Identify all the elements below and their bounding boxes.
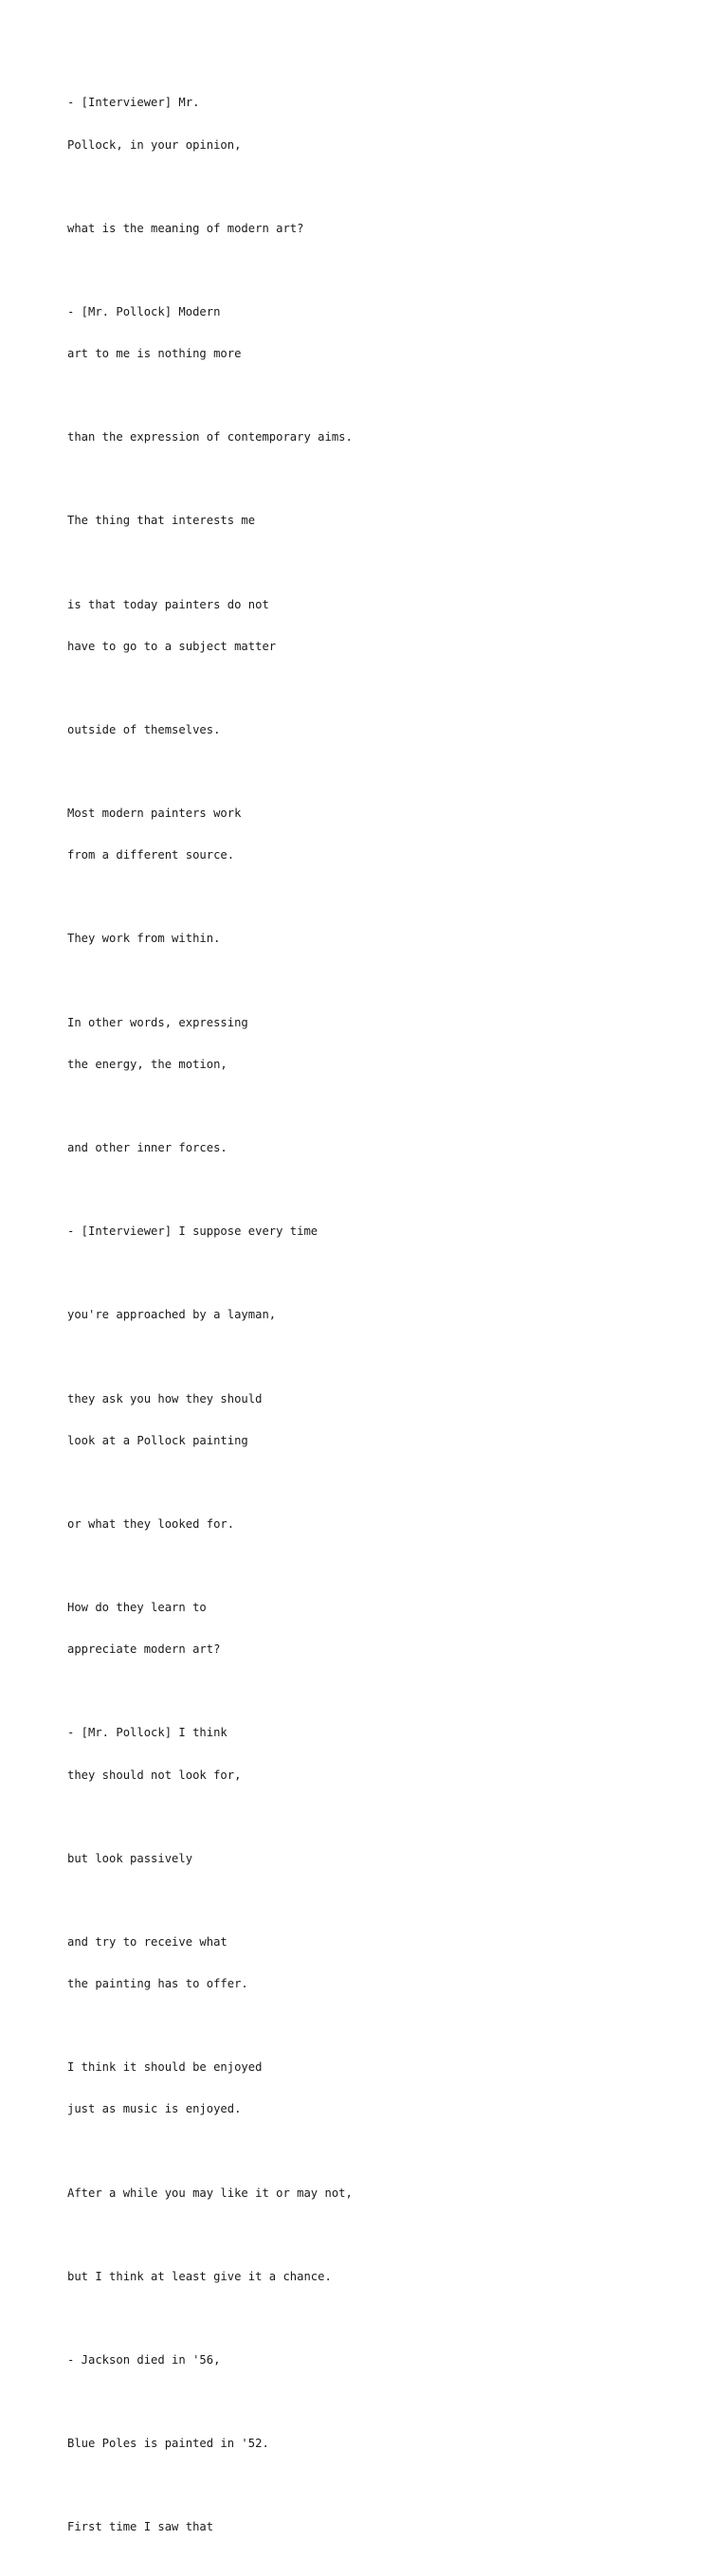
text-line: Blue Poles is painted in '52.: [67, 2437, 269, 2451]
paragraph: [67, 1908, 693, 2020]
paragraph: [67, 1197, 693, 1267]
paragraph: [67, 68, 693, 180]
paragraph: [67, 1698, 693, 1810]
text-line: - [Mr. Pollock] Modern: [67, 304, 221, 318]
paragraph: [67, 2241, 693, 2312]
text-line: Pollock, in your opinion,: [67, 137, 242, 152]
text-line: you're approached by a layman,: [67, 1308, 277, 1322]
text-line: Most modern painters work: [67, 807, 242, 821]
text-line: they ask you how they should: [67, 1391, 263, 1406]
text-line: the energy, the motion,: [67, 1057, 228, 1071]
paragraph: [67, 2158, 693, 2228]
paragraph: [67, 1280, 693, 1351]
text-line: - [Interviewer] I suppose every time: [67, 1225, 318, 1239]
text-line: but I think at least give it a chance.: [67, 2269, 332, 2283]
text-line: but look passively: [67, 1851, 193, 1865]
text-line: - [Interviewer] Mr.: [67, 96, 200, 110]
paragraph: [67, 193, 693, 263]
text-line: The thing that interests me: [67, 514, 256, 528]
text-line: look at a Pollock painting: [67, 1433, 248, 1447]
text-line: After a while you may like it or may not,: [67, 2186, 353, 2200]
paragraph: [67, 2326, 693, 2396]
text-line: what is the meaning of modern art?: [67, 221, 304, 235]
text-line: How do they learn to: [67, 1601, 207, 1615]
paragraph: [67, 486, 693, 556]
text-line: They work from within.: [67, 932, 221, 946]
paragraph: [67, 1490, 693, 1560]
transcript-page: [67, 68, 693, 2576]
paragraph: [67, 1573, 693, 1685]
text-line: appreciate modern art?: [67, 1642, 221, 1657]
paragraph: [67, 1114, 693, 1184]
text-line: and other inner forces.: [67, 1140, 228, 1154]
paragraph: [67, 2409, 693, 2479]
text-line: or what they looked for.: [67, 1516, 235, 1531]
text-line: First time I saw that: [67, 2520, 214, 2534]
text-line: - Jackson died in '56,: [67, 2352, 221, 2367]
paragraph: [67, 2033, 693, 2145]
paragraph: [67, 779, 693, 891]
text-line: art to me is nothing more: [67, 347, 242, 361]
paragraph: [67, 904, 693, 974]
text-line: from a different source.: [67, 848, 235, 862]
text-line: and try to receive what: [67, 1934, 228, 1949]
paragraph: [67, 1364, 693, 1476]
text-line: outside of themselves.: [67, 722, 221, 736]
paragraph: [67, 988, 693, 1099]
text-line: - [Mr. Pollock] I think: [67, 1726, 228, 1740]
text-line: I think it should be enjoyed: [67, 2060, 263, 2075]
text-line: In other words, expressing: [67, 1015, 248, 1029]
paragraph: [67, 403, 693, 473]
paragraph: [67, 278, 693, 390]
paragraph: [67, 696, 693, 766]
paragraph: [67, 1823, 693, 1894]
text-line: have to go to a subject matter: [67, 639, 277, 653]
paragraph: [67, 570, 693, 681]
text-line: than the expression of contemporary aims.: [67, 430, 353, 444]
text-line: is that today painters do not: [67, 597, 269, 611]
paragraph: [67, 2493, 693, 2563]
text-line: the painting has to offer.: [67, 1977, 248, 1991]
text-line: just as music is enjoyed.: [67, 2102, 242, 2116]
text-line: they should not look for,: [67, 1768, 242, 1782]
